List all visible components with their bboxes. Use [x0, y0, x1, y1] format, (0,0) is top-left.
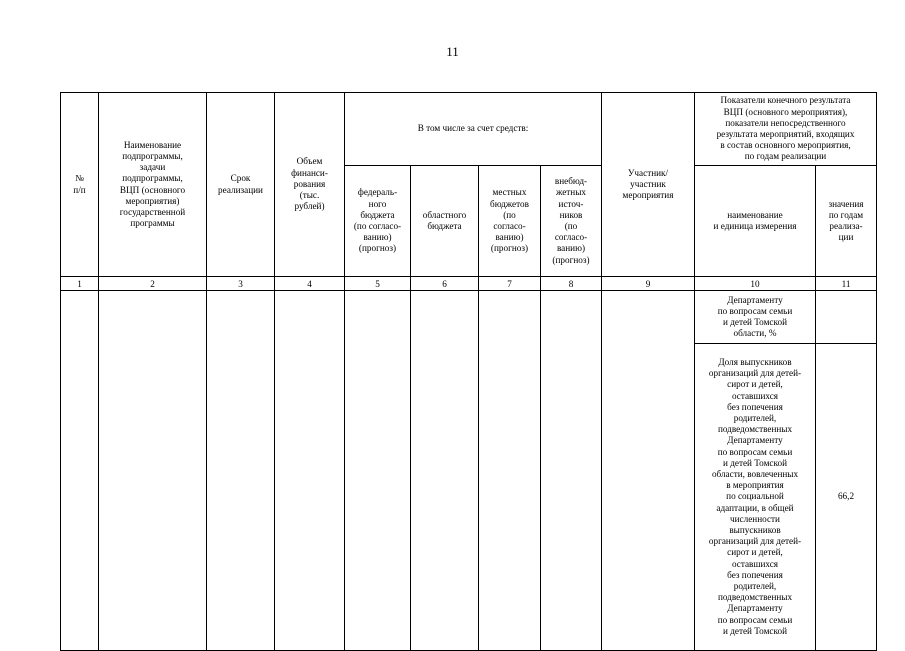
column-number: 3	[207, 277, 275, 291]
header-col-7-local: местных бюджетов (по согласо- ванию) (прогноз)	[479, 166, 541, 277]
header-col-3-term: Срок реализации	[207, 93, 275, 277]
column-number: 11	[816, 277, 877, 291]
column-number: 2	[99, 277, 207, 291]
column-number: 7	[479, 277, 541, 291]
indicator-value-cell	[816, 291, 877, 344]
cell-empty	[602, 291, 695, 651]
header-col-4-volume: Объем финанси- рования (тыс. рублей)	[275, 93, 345, 277]
header-col-2-name: Наименование подпрограммы, задачи подпрограммы, ВЦП (основного мероприятия) государственной программы	[99, 93, 207, 277]
header-row-top	[61, 93, 877, 166]
indicator-name-cell: Доля выпускников организаций для детей- сирот и детей, оставшихся без попечения родителей, подведомственных Департаменту по вопросам семьи и детей Томской области, вовлеченных в мероприятия по социальной адаптации, в общей численности выпускников организаций для детей- сирот и детей, оставшихся без попечения родителей, подведомственных Департаменту по вопросам семьи и детей Томской	[695, 344, 816, 651]
column-number: 4	[275, 277, 345, 291]
column-number-row	[61, 277, 877, 291]
header-col-11-values: значения по годам реализа- ции	[816, 166, 877, 277]
header-col-1-number: № п/п	[61, 93, 99, 277]
column-number: 6	[411, 277, 479, 291]
cell-empty	[541, 291, 602, 651]
header-group-funding-sources: В том числе за счет средств:	[345, 93, 602, 166]
program-activities-table	[60, 92, 877, 651]
indicator-name-cell: Департаменту по вопросам семьи и детей Томской области, %	[695, 291, 816, 344]
header-col-8-extrabudgetary: внебюд- жетных источ- ников (по согласо- ванию) (прогноз)	[541, 166, 602, 277]
cell-empty	[99, 291, 207, 651]
page-number: 11	[446, 44, 459, 59]
column-number: 9	[602, 277, 695, 291]
column-number: 1	[61, 277, 99, 291]
column-number: 8	[541, 277, 602, 291]
column-number: 5	[345, 277, 411, 291]
table-row	[61, 291, 877, 344]
indicator-value-cell: 66,2	[816, 344, 877, 651]
header-col-9-participant: Участник/ участник мероприятия	[602, 93, 695, 277]
cell-empty	[275, 291, 345, 651]
cell-empty	[345, 291, 411, 651]
cell-empty	[61, 291, 99, 651]
header-group-indicators: Показатели конечного результата ВЦП (основного мероприятия), показатели непосредственного результата мероприятий, входящих в состав основного мероприятия, по годам реализации	[695, 93, 877, 166]
cell-empty	[207, 291, 275, 651]
cell-empty	[479, 291, 541, 651]
header-col-5-federal: федераль- ного бюджета (по согласо- ванию) (прогноз)	[345, 166, 411, 277]
header-col-6-regional: областного бюджета	[411, 166, 479, 277]
header-col-10-indicator-name: наименование и единица измерения	[695, 166, 816, 277]
cell-empty	[411, 291, 479, 651]
column-number: 10	[695, 277, 816, 291]
